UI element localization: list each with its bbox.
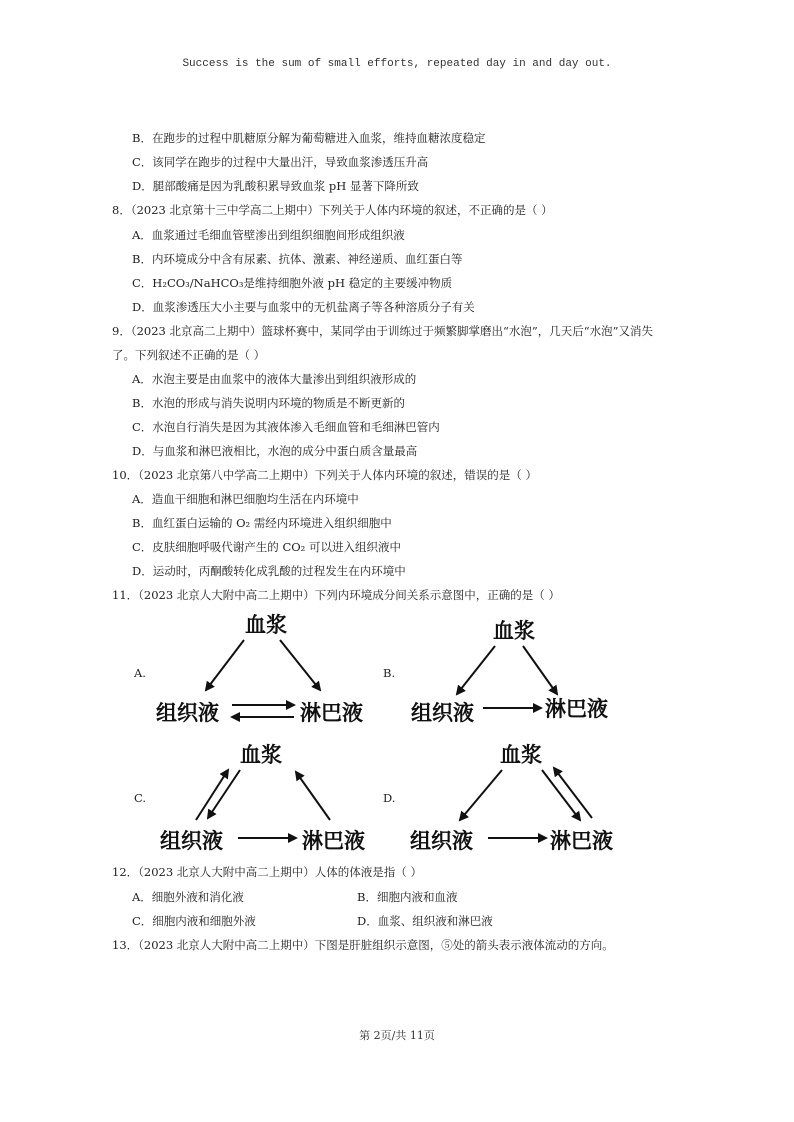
q8-stem: 8．（2023 北京第十三中学高二上期中）下列关于人体内环境的叙述，不正确的是（ ） [112,203,553,217]
q10-stem: 10．（2023 北京第八中学高二上期中）下列关于人体内环境的叙述，错误的是（ ） [112,468,537,482]
q8-option-a: A．血浆通过毛细血管壁渗出到组织细胞间形成组织液 [132,228,405,242]
tissue-fluid-label: 组织液 [160,829,223,853]
lymph-label: 淋巴液 [302,829,365,853]
arrow-plasma-to-tissue [206,640,244,690]
q12-option-d: D．血浆、组织液和淋巴液 [357,914,493,928]
q12-option-b: B．细胞内液和血液 [357,890,458,904]
diagram-b [405,612,635,727]
q7-option-c: C．该同学在跑步的过程中大量出汗，导致血浆渗透压升高 [132,155,429,169]
plasma-label: 血浆 [493,619,535,643]
q10-option-b: B．血红蛋白运输的 O₂ 需经内环境进入组织细胞中 [132,516,392,530]
diagram-option-a-label: A. [134,666,146,680]
q9-option-c: C．水泡自行消失是因为其液体渗入毛细血管和毛细淋巴管内 [132,420,440,434]
diagram-c [150,738,380,856]
q13-stem: 13．（2023 北京人大附中高二上期中）下图是肝脏组织示意图，⑤处的箭头表示液体流动的方向。 [112,938,614,952]
tissue-fluid-label: 组织液 [156,701,219,725]
q8-option-c: C．H₂CO₃/NaHCO₃是维持细胞外液 pH 稳定的主要缓冲物质 [132,276,453,290]
arrow-plasma-to-tissue [457,646,495,694]
arrow-plasma-to-lymph [523,646,557,694]
q9-option-d: D．与血浆和淋巴液相比，水泡的成分中蛋白质含量最高 [132,444,418,458]
q12-option-a: A．细胞外液和消化液 [132,890,244,904]
lymph-label: 淋巴液 [300,701,363,725]
q9-option-a: A．水泡主要是由血浆中的液体大量渗出到组织液形成的 [132,372,417,386]
q7-option-b: B．在跑步的过程中肌糖原分解为葡萄糖进入血浆，维持血糖浓度稳定 [132,131,486,145]
q9-stem-line1: 9．（2023 北京高二上期中）篮球杯赛中，某同学由于训练过于频繁脚掌磨出“水泡”，几天后“水泡”又消失 [112,324,654,338]
lymph-label: 淋巴液 [545,697,608,721]
lymph-label: 淋巴液 [550,829,613,853]
plasma-label: 血浆 [245,613,287,637]
diagram-option-c-label: C. [134,791,147,805]
page-footer: 第 2页/共 11页 [359,1029,435,1042]
q8-option-b: B．内环境成分中含有尿素、抗体、激素、神经递质、血红蛋白等 [132,252,463,266]
q7-option-d: D．腿部酸痛是因为乳酸积累导致血浆 pH 显著下降所致 [132,179,419,193]
diagram-option-b-label: B. [383,666,396,680]
q10-option-a: A．造血干细胞和淋巴细胞均生活在内环境中 [132,492,359,506]
q10-option-c: C．皮肤细胞呼吸代谢产生的 CO₂ 可以进入组织液中 [132,540,401,554]
q9-option-b: B．水泡的形成与消失说明内环境的物质是不断更新的 [132,396,405,410]
diagram-a [150,608,380,733]
q12-option-c: C．细胞内液和细胞外液 [132,914,256,928]
diagram-d [400,738,640,856]
arrow-lymph-to-plasma [296,772,330,820]
diagram-option-d-label: D. [383,791,396,805]
arrow-plasma-to-tissue [460,770,502,820]
plasma-label: 血浆 [240,743,282,767]
arrow-plasma-to-lymph [280,640,320,690]
page-header-motto: Success is the sum of small efforts, repeated day in and day out. [182,58,612,70]
tissue-fluid-label: 组织液 [411,701,474,725]
tissue-fluid-label: 组织液 [410,829,473,853]
plasma-label: 血浆 [500,743,542,767]
q11-stem: 11．（2023 北京人大附中高二上期中）下列内环境成分间关系示意图中，正确的是（ ） [112,588,560,602]
q12-stem: 12．（2023 北京人大附中高二上期中）人体的体液是指（ ） [112,865,422,879]
q8-option-d: D．血浆渗透压大小主要与血浆中的无机盐离子等各种溶质分子有关 [132,300,475,314]
q9-stem-line2: 了。下列叙述不正确的是（ ） [112,348,266,362]
q10-option-d: D．运动时，丙酮酸转化成乳酸的过程发生在内环境中 [132,564,406,578]
